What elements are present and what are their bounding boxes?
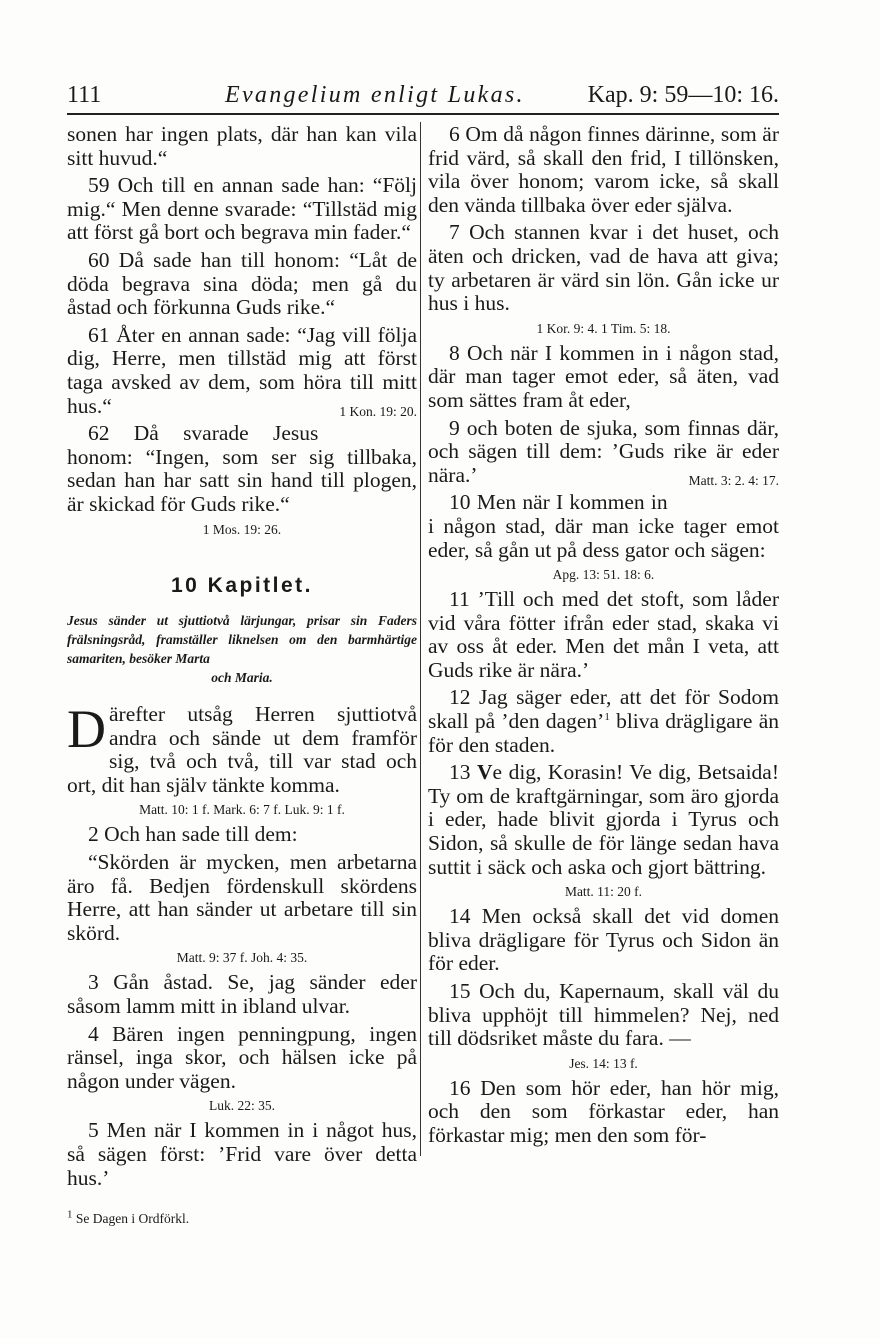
verse-15: 15 Och du, Kapernaum, skall väl du bliva upphöjt till himmelen? Nej, ned till dödsriket måste du fara. — (428, 979, 779, 1051)
footnote (67, 1210, 417, 1227)
cross-reference: Matt. 9: 37 f. Joh. 4: 35. (176, 950, 308, 966)
verse-12-end: bliva drägligare än för den staden. (428, 709, 779, 757)
verse-2-intro: 2 Och han sade till dem: (88, 822, 298, 847)
cross-reference: Luk. 22: 35. (209, 1098, 275, 1114)
verse-59: 59 Och till en annan sade han: “Följ mig.“ Men denne svarade: “Tillstäd mig att först gå bort och begrava min fader.“ (67, 173, 417, 245)
cross-reference: Apg. 13: 51. 18: 6. (552, 567, 655, 583)
verse-61-text: 61 Åter en annan sade: “Jag vill följa dig, Herre, men tillstäd mig att först taga avsked av dem, som höra till mitt hus.“ (67, 322, 417, 418)
chapter-summary-text: Jesus sänder ut sjuttiotvå lärjungar, prisar sin Faders frälsningsråd, framställer liknelsen om den barmhärtige samariten, besöker Marta (67, 613, 417, 667)
verse-12-text: 12 Jag säger eder, att det för Sodom skall på ’den dagen’ (428, 685, 779, 734)
verse-4: 4 Bären ingen penningpung, ingen ränsel, inga skor, och hälsen icke på någon under vägen. (67, 1021, 417, 1093)
verse-2: “Skörden är mycken, men arbetarna äro få. Bedjen fördenskull skördens Herre, att han sänder ut arbetare till sin skörd. (67, 850, 417, 945)
verse-12 (428, 686, 779, 757)
chapter-title: 10 Kapitlet. (170, 573, 314, 597)
cross-reference: Matt. 10: 1 f. Mark. 6: 7 f. Luk. 9: 1 f. (139, 802, 345, 818)
verse-1 (67, 699, 417, 797)
verse-14: 14 Men också skall det vid domen bliva drägligare för Tyrus och Sidon än för eder. (428, 904, 779, 976)
verse-16: 16 Den som hör eder, han hör mig, och den som förkastar eder, han förkastar mig; men den som för- (428, 1075, 779, 1147)
drop-cap: D (67, 699, 106, 760)
footnote-mark: 1 (604, 710, 610, 723)
right-column (428, 123, 779, 1152)
verse-62: 62 Då svarade Jesus honom: “Ingen, som ser sig tillbaka, sedan han har satt sin hand till plogen, är skickad för Guds rike.“ (67, 421, 417, 516)
chapter-summary (67, 611, 417, 687)
verse-6: 6 Om då någon finnes därinne, som är frid värd, så skall den frid, I tillönsken, vila över honom; varom icke, så skall den vända tillbaka över eder själva. (428, 122, 779, 217)
cross-reference: 1 Kor. 9: 4. 1 Tim. 5: 18. (536, 320, 671, 336)
verse-1-text: ärefter utsåg Herren sjuttiotvå andra och sände ut dem framför sig, två och två, till var stad och ort, dit han själv tänkte komma. (67, 702, 417, 797)
column-divider (420, 122, 421, 1156)
verse-13-number: 13 (449, 760, 477, 785)
verse-60: 60 Då sade han till honom: “Låt de döda begrava sina döda; men gå du åstad och förkunna Guds rike.“ (67, 247, 417, 320)
page-number: 111 (67, 82, 102, 108)
verse-9 (428, 417, 779, 488)
verse-9-text: 9 och boten de sjuka, som finnas där, och sägen till dem: ’Guds rike är eder nära.’ (428, 415, 779, 487)
page-header (67, 80, 779, 110)
cross-reference: Matt. 11: 20 f. (564, 884, 643, 900)
verse-13-text: e dig, Korasin! Ve dig, Betsaida! Ty om de kraftgärningar, som äro gjorda i eder, hade blivit gjorda i Tyrus och Sidon, så skulle de för länge sedan hava suttit i säck och aska och gjort bättring. (428, 760, 779, 879)
verse-8: 8 Och när I kommen in i någon stad, där man tager emot eder, så äten, vad som sättes fram åt eder, (428, 340, 779, 412)
cross-reference: Jes. 14: 13 f. (569, 1055, 638, 1071)
verse-10: 10 Men när I kommen in i någon stad, där man icke tager emot eder, så gån ut på dess gator och sägen: (428, 490, 779, 562)
verse-13 (428, 761, 779, 879)
header-rule (67, 113, 779, 115)
verse-13-initial: V (477, 760, 493, 785)
footnote-text: Se Dagen i Ordförkl. (75, 1211, 190, 1227)
footnote-mark: 1 (67, 1208, 73, 1221)
cross-reference: 1 Mos. 19: 26. (202, 521, 282, 537)
running-title: Evangelium enligt Lukas. (225, 82, 525, 108)
chapter-reference: Kap. 9: 59—10: 16. (587, 82, 779, 108)
cross-reference: 1 Kon. 19: 20. (339, 403, 417, 419)
verse-5: 5 Men när I kommen in i något hus, så sägen först: ’Frid vare över detta hus.’ (67, 1118, 417, 1190)
verse-7: 7 Och stannen kvar i det huset, och äten och dricken, vad de hava att giva; ty arbetaren är värd sin lön. Gån icke ur hus i hus. (428, 220, 779, 316)
verse-61 (67, 324, 417, 418)
verse-3: 3 Gån åstad. Se, jag sänder eder såsom lamm mitt in ibland ulvar. (67, 970, 417, 1019)
verse-11: 11 ’Till och med det stoft, som låder vid våra fötter ifrån eder stad, skaka vi av oss åt eder. Men det mån I veta, att Guds rike är nära.’ (428, 587, 779, 682)
cross-reference: Matt. 3: 2. 4: 17. (688, 472, 779, 488)
chapter-summary-end: och Maria. (211, 670, 273, 686)
left-column (67, 123, 417, 1227)
verse-continuation: sonen har ingen plats, där han kan vila sitt huvud.“ (67, 122, 417, 170)
